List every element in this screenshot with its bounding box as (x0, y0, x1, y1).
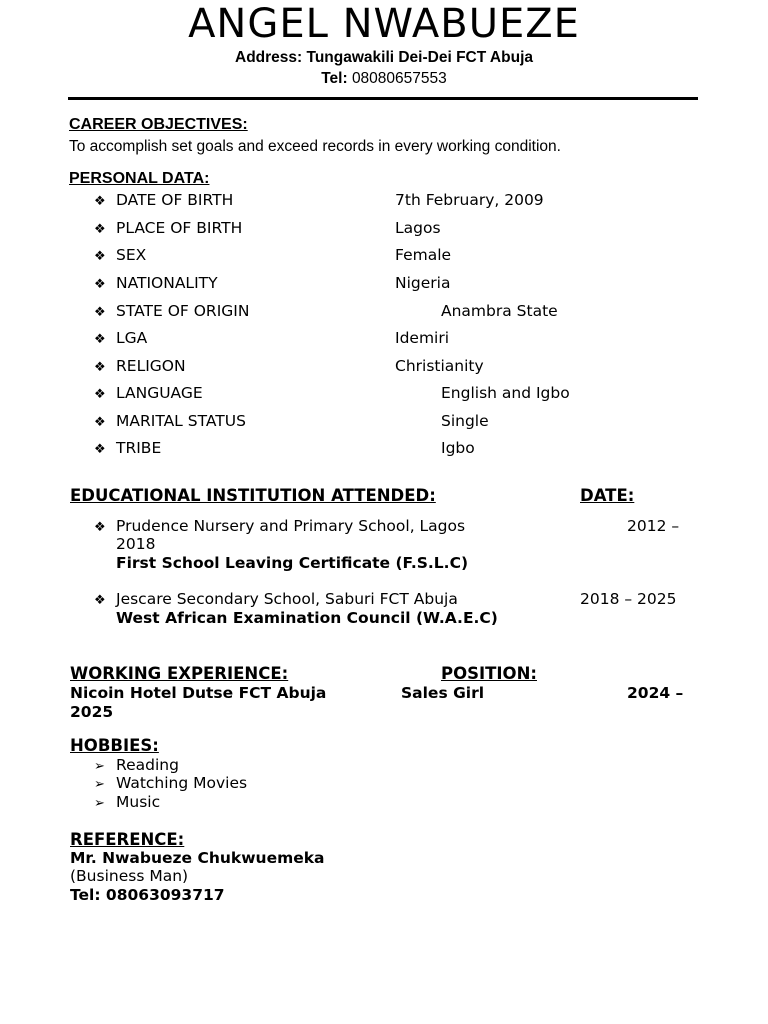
personal-value-language: English and Igbo (441, 384, 570, 402)
education-heading: EDUCATIONAL INSTITUTION ATTENDED: (70, 486, 436, 505)
bullet-icon: ❖ (94, 520, 106, 535)
tel-line (0, 69, 768, 89)
hobbies-heading: HOBBIES: (70, 736, 159, 755)
education-date-secondary: 2018 – 2025 (580, 590, 677, 608)
personal-label-lga: LGA (116, 329, 148, 347)
work-date-end: 2025 (70, 703, 114, 721)
personal-label-dob: DATE OF BIRTH (116, 191, 234, 209)
personal-value-dob: 7th February, 2009 (395, 191, 544, 209)
arrow-bullet-icon: ➢ (94, 777, 105, 792)
reference-role: (Business Man) (70, 867, 189, 885)
personal-label-marital: MARITAL STATUS (116, 412, 246, 430)
personal-value-lga: Idemiri (395, 329, 450, 347)
career-heading: CAREER OBJECTIVES: (69, 116, 248, 133)
personal-value-marital: Single (441, 412, 489, 430)
personal-label-state: STATE OF ORIGIN (116, 302, 250, 320)
work-date-start: 2024 – (627, 684, 684, 702)
education-school-primary: Prudence Nursery and Primary School, Lagos (116, 517, 466, 535)
address-line (0, 48, 768, 68)
personal-label-pob: PLACE OF BIRTH (116, 219, 243, 237)
bullet-icon: ❖ (94, 415, 106, 430)
bullet-icon: ❖ (94, 222, 106, 237)
address-value: Tungawakili Dei-Dei FCT Abuja (306, 49, 533, 66)
personal-value-pob: Lagos (395, 219, 441, 237)
bullet-icon: ❖ (94, 442, 106, 457)
header-divider (68, 97, 698, 100)
reference-tel: Tel: 08063093717 (70, 886, 225, 904)
education-cert-secondary: West African Examination Council (W.A.E.C) (116, 609, 498, 627)
education-date-primary-start: 2012 – (627, 517, 680, 535)
arrow-bullet-icon: ➢ (94, 796, 105, 811)
education-cert-primary: First School Leaving Certificate (F.S.L.C) (116, 554, 469, 572)
bullet-icon: ❖ (94, 194, 106, 209)
bullet-icon: ❖ (94, 360, 106, 375)
arrow-bullet-icon: ➢ (94, 759, 105, 774)
address-label: Address: (235, 49, 303, 66)
bullet-icon: ❖ (94, 249, 106, 264)
work-heading: WORKING EXPERIENCE: (70, 664, 289, 683)
personal-label-sex: SEX (116, 246, 147, 264)
hobby-item: Reading (116, 756, 179, 774)
bullet-icon: ❖ (94, 277, 106, 292)
bullet-icon: ❖ (94, 387, 106, 402)
personal-value-tribe: Igbo (441, 439, 475, 457)
education-date-heading: DATE: (580, 486, 635, 505)
work-position: Sales Girl (401, 684, 485, 702)
personal-label-language: LANGUAGE (116, 384, 203, 402)
personal-label-nationality: NATIONALITY (116, 274, 218, 292)
reference-name: Mr. Nwabueze Chukwuemeka (70, 849, 325, 867)
personal-value-religion: Christianity (395, 357, 484, 375)
hobby-item: Watching Movies (116, 774, 248, 792)
reference-heading: REFERENCE: (70, 830, 185, 849)
personal-heading: PERSONAL DATA: (69, 170, 210, 187)
work-place: Nicoin Hotel Dutse FCT Abuja (70, 684, 327, 702)
career-text: To accomplish set goals and exceed records in every working condition. (69, 138, 561, 155)
tel-value: 08080657553 (351, 70, 447, 87)
personal-label-tribe: TRIBE (116, 439, 162, 457)
personal-label-religion: RELIGON (116, 357, 186, 375)
tel-label: Tel: (321, 70, 348, 87)
personal-value-nationality: Nigeria (395, 274, 451, 292)
bullet-icon: ❖ (94, 332, 106, 347)
bullet-icon: ❖ (94, 305, 106, 320)
education-school-secondary: Jescare Secondary School, Saburi FCT Abuja (116, 590, 458, 608)
personal-value-sex: Female (395, 246, 452, 264)
education-date-primary-end: 2018 (116, 535, 156, 553)
bullet-icon: ❖ (94, 593, 106, 608)
work-position-heading: POSITION: (441, 664, 537, 683)
page-title: ANGEL NWABUEZE (188, 1, 580, 47)
personal-value-state: Anambra State (441, 302, 558, 320)
hobby-item: Music (116, 793, 161, 811)
